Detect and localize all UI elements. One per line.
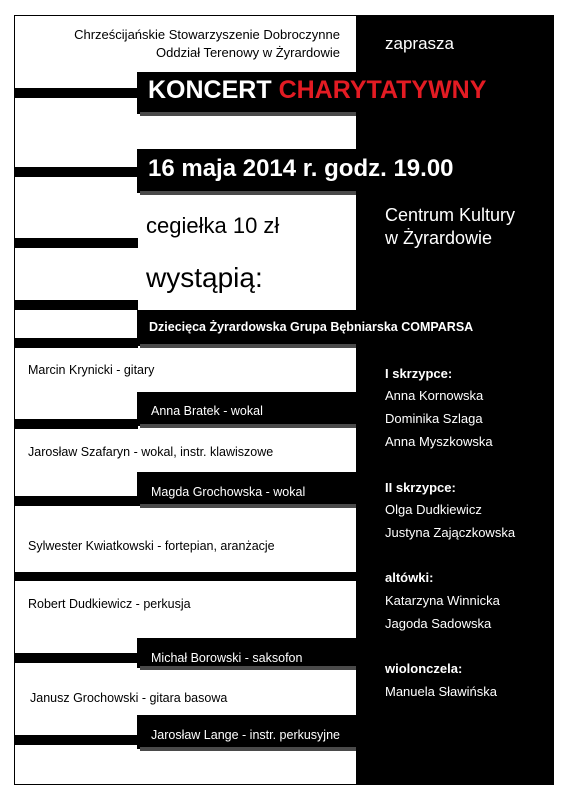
date-left-bar bbox=[14, 167, 138, 177]
organizer-line-1: Chrześcijańskie Stowarzyszenie Dobroczynne bbox=[74, 27, 340, 42]
performer-key-9-shadow bbox=[140, 747, 356, 751]
price-left-bar bbox=[14, 238, 138, 248]
organizer-line-2: Oddział Terenowy w Żyrardowie bbox=[156, 45, 340, 60]
key9-left-bar bbox=[14, 735, 138, 745]
performer-7: Michał Borowski - saksofon bbox=[151, 651, 303, 665]
performer-5: Sylwester Kwiatkowski - fortepian, aranżacje bbox=[28, 539, 275, 553]
performer-8: Janusz Grochowski - gitara basowa bbox=[30, 691, 228, 705]
orchestra-heading-1: I skrzypce: bbox=[385, 366, 453, 381]
venue-line-1: Centrum Kultury bbox=[385, 205, 516, 225]
orchestra-name-2-2: Justyna Zajączkowska bbox=[385, 525, 516, 540]
title-part-1: KONCERT bbox=[148, 76, 272, 104]
performer-key-7-shadow bbox=[140, 666, 356, 670]
orchestra-name-1-1: Anna Kornowska bbox=[385, 388, 484, 403]
orchestra-name-3-1: Katarzyna Winnicka bbox=[385, 593, 500, 608]
orchestra-name-4-1: Manuela Sławińska bbox=[385, 684, 498, 699]
event-date: 16 maja 2014 r. godz. 19.00 bbox=[148, 155, 454, 182]
performer-3: Jarosław Szafaryn - wokal, instr. klawiszowe bbox=[28, 445, 274, 459]
key7-left-bar bbox=[14, 653, 138, 663]
group-left-bar bbox=[14, 338, 138, 348]
date-key-shadow bbox=[140, 191, 356, 195]
group-name: Dziecięca Żyrardowska Grupa Bębniarska COMPARSA bbox=[149, 320, 474, 334]
performer-key-2-shadow bbox=[140, 424, 356, 428]
ticket-price: cegiełka 10 zł bbox=[146, 213, 280, 238]
heading-left-bar bbox=[14, 300, 138, 310]
performer-key-4-shadow bbox=[140, 504, 356, 508]
key2-left-bar bbox=[14, 419, 138, 429]
orchestra-name-1-2: Dominika Szlaga bbox=[385, 411, 483, 426]
orchestra-heading-2: II skrzypce: bbox=[385, 480, 456, 495]
orchestra-heading-4: wiolonczela: bbox=[385, 661, 463, 676]
performer-9: Jarosław Lange - instr. perkusyjne bbox=[151, 728, 340, 742]
orchestra-heading-3: altówki: bbox=[385, 570, 434, 585]
concert-title bbox=[148, 76, 486, 105]
performer-6: Robert Dudkiewicz - perkusja bbox=[28, 597, 191, 611]
title-key-shadow bbox=[140, 112, 356, 116]
performer-2: Anna Bratek - wokal bbox=[151, 404, 263, 418]
key4-left-bar bbox=[14, 496, 138, 506]
orchestra-name-3-2: Jagoda Sadowska bbox=[385, 616, 492, 631]
orchestra-name-1-3: Anna Myszkowska bbox=[385, 434, 493, 449]
title-part-2: CHARYTATYWNY bbox=[278, 76, 487, 104]
performer-1: Marcin Krynicki - gitary bbox=[28, 363, 155, 377]
venue-line-2: w Żyrardowie bbox=[385, 228, 493, 248]
separator-bar bbox=[14, 572, 356, 581]
orchestra-name-2-1: Olga Dudkiewicz bbox=[385, 502, 482, 517]
invites-text: zaprasza bbox=[385, 34, 454, 53]
group-key-shadow bbox=[140, 344, 356, 348]
performers-heading: wystąpią: bbox=[146, 262, 263, 293]
title-left-bar bbox=[14, 88, 138, 98]
performer-4: Magda Grochowska - wokal bbox=[151, 485, 306, 499]
